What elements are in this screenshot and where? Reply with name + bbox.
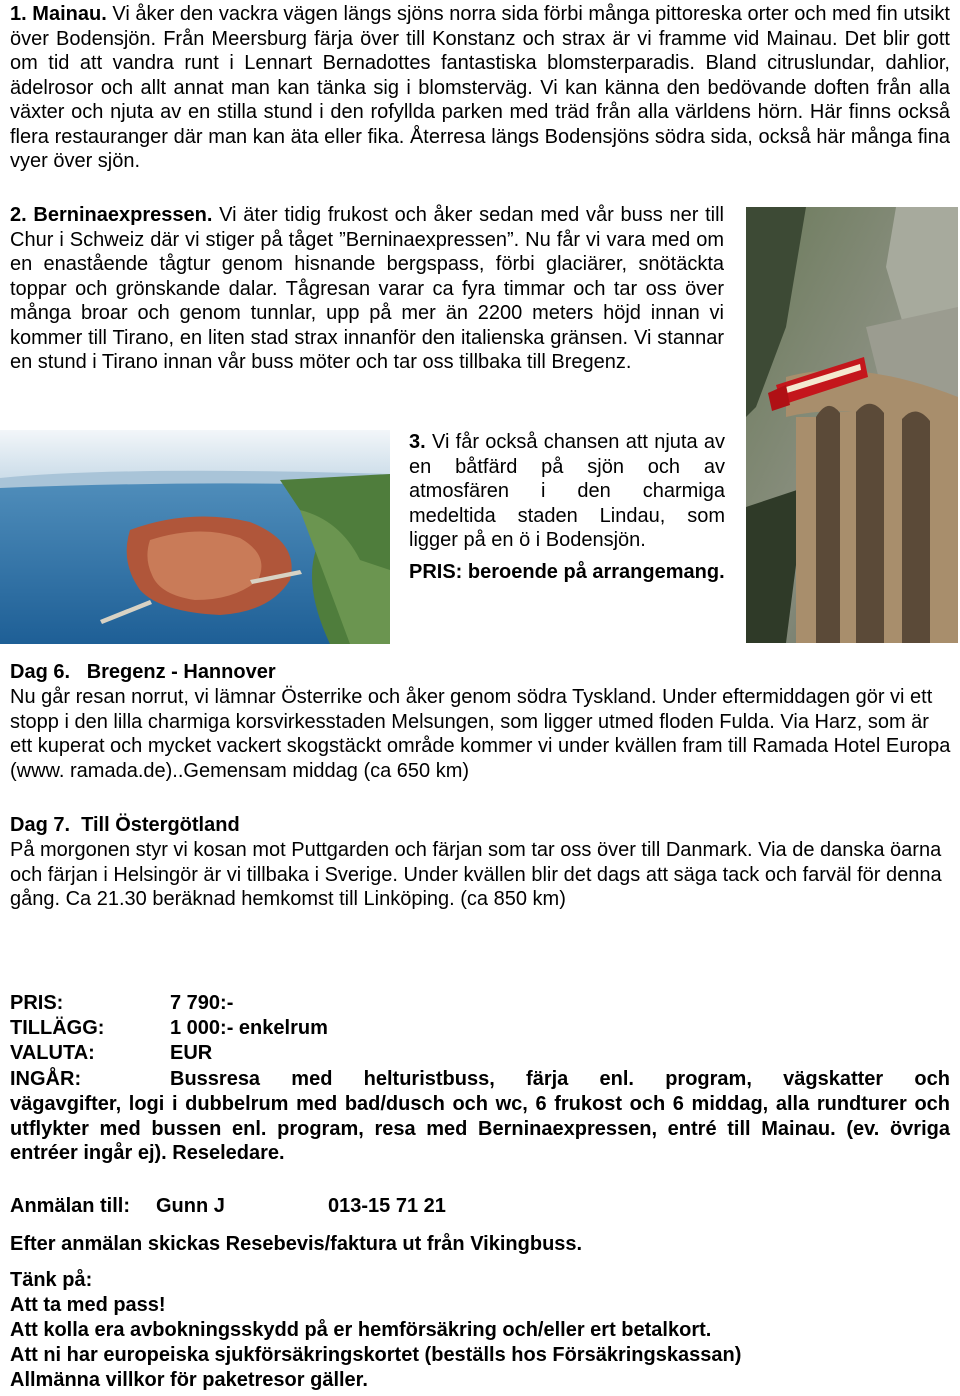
fact-valuta: [10, 1041, 212, 1066]
fact-pris: [10, 991, 233, 1016]
fact-valuta-value: EUR: [170, 1042, 213, 1064]
after-booking-note: Efter anmälan skickas Resebevis/faktura ut från Vikingbuss.: [10, 1233, 583, 1255]
dag7-text: På morgonen styr vi kosan mot Puttgarden och färjan som tar oss över till Danmark. Via de danska öarna och färjan i Helsingör är vi tillbaka i Sverige. Under kvällen blir det dags att säga tack och farväl för denna gång. Ca 21.30 beräknad hemkomst till Linköping. (ca 850 km): [10, 839, 942, 910]
section-lindau-price: PRIS: beroende på arrangemang.: [409, 561, 725, 583]
fact-tillagg-label: TILLÄGG:: [10, 1017, 105, 1039]
fact-ingar-label: INGÅR:: [10, 1068, 82, 1090]
section-lindau-text: Vi får också chansen att njuta av en båtfärd på sjön och av atmosfären i den charmiga medeltida staden Lindau, som ligger på en ö i Bodensjön.: [409, 431, 725, 551]
notes-item: Allmänna villkor för paketresor gäller.: [10, 1369, 368, 1391]
section-lindau-number: 3.: [409, 431, 426, 453]
notes-item: Att ta med pass!: [10, 1294, 166, 1316]
contact-name: Gunn J: [156, 1195, 225, 1217]
fact-tillagg-value: 1 000:- enkelrum: [170, 1017, 328, 1039]
section-lindau: [409, 430, 725, 553]
contact-label: Anmälan till:: [10, 1195, 131, 1217]
section-mainau-text: Vi åker den vackra vägen längs sjöns norra sida förbi många pittoreska orter och med fin utsikt över Bodensjön. Från Meersburg färja över till Konstanz och strax är vi framme vid Mainau. Det blir gott om tid att vandra runt i Lennart Bernadottes fantastiska blomsterparadis. Bland citruslundar, dahlior, ädelrosor och allt annat man kan tänka sig i blomsterväg. Vi kan känna den bedövande doften från alla växter och njuta av en stilla stund i den rofyllda parken med träd från alla världens hörn. Här finns också flera restauranger där man kan äta eller fika. Återresa längs Bodensjöns södra sida, också här många fina vyer över sjön.: [10, 3, 950, 172]
fact-pris-value: 7 790:-: [170, 992, 234, 1014]
dag6-heading: Dag 6. Bregenz - Hannover: [10, 661, 276, 683]
dag7-heading: Dag 7. Till Östergötland: [10, 814, 240, 836]
section-bernina-number: 2. Berninaexpressen.: [10, 204, 213, 226]
lindau-island-illustration: [0, 430, 390, 644]
fact-ingar-first: Bussresa med helturistbuss, färja enl. program, vägskatter och: [170, 1068, 950, 1090]
contact-line: [10, 1194, 446, 1219]
notes-item: Att ni har europeiska sjukförsäkringskortet (beställs hos Försäkringskassan): [10, 1344, 742, 1366]
fact-pris-label: PRIS:: [10, 992, 64, 1014]
fact-tillagg: [10, 1016, 328, 1041]
dag6-text: Nu går resan norrut, vi lämnar Österrike och åker genom södra Tyskland. Under eftermiddagen gör vi ett stopp i den lilla charmiga korsvirkesstaden Melsungen, som ligger utmed floden Fulda. Via Harz, som är ett kuperat och mycket vackert skogstäckt område kommer vi under kvällen fram till Ramada Hotel Europa (www. ramada.de)..Gemensam middag (ca 650 km): [10, 686, 951, 782]
section-bernina-text: Vi äter tidig frukost och åker sedan med vår buss ner till Chur i Schweiz där vi stiger på tåget ”Berninaexpressen”. Nu får vi vara med om en enastående tågtur genom hisnande bergspass, förbi glaciärer, snötäckta toppar och grönskande dalar. Tågresan varar ca fyra timmar och tar oss över många broar och genom tunnlar, upp på mer än 2200 meters höjd innan vi kommer till Tirano, en liten stad strax innanför den italienska gränsen. Vi stannar en stund i Tirano innan vår buss möter och tar oss tillbaka till Bregenz.: [10, 204, 724, 373]
fact-valuta-label: VALUTA:: [10, 1042, 95, 1064]
fact-ingar: [10, 1067, 950, 1092]
fact-ingar-rest: vägavgifter, logi i dubbelrum med bad/dusch och wc, 6 frukost och 6 middag, alla rundturer och utflykter med bussen enl. program, resa med Berninaexpressen, entré till Mainau. (ev. övriga entréer ingår ej). Reseledare.: [10, 1093, 950, 1164]
section-mainau: [10, 2, 950, 174]
notes-item: Att kolla era avbokningsskydd på er hemförsäkring och/eller ert betalkort.: [10, 1319, 712, 1341]
contact-phone: 013-15 71 21: [328, 1195, 446, 1217]
section-mainau-number: 1. Mainau.: [10, 3, 107, 25]
lindau-island-photo: [0, 430, 390, 644]
notes-title: Tänk på:: [10, 1269, 93, 1291]
section-bernina: [10, 203, 724, 375]
